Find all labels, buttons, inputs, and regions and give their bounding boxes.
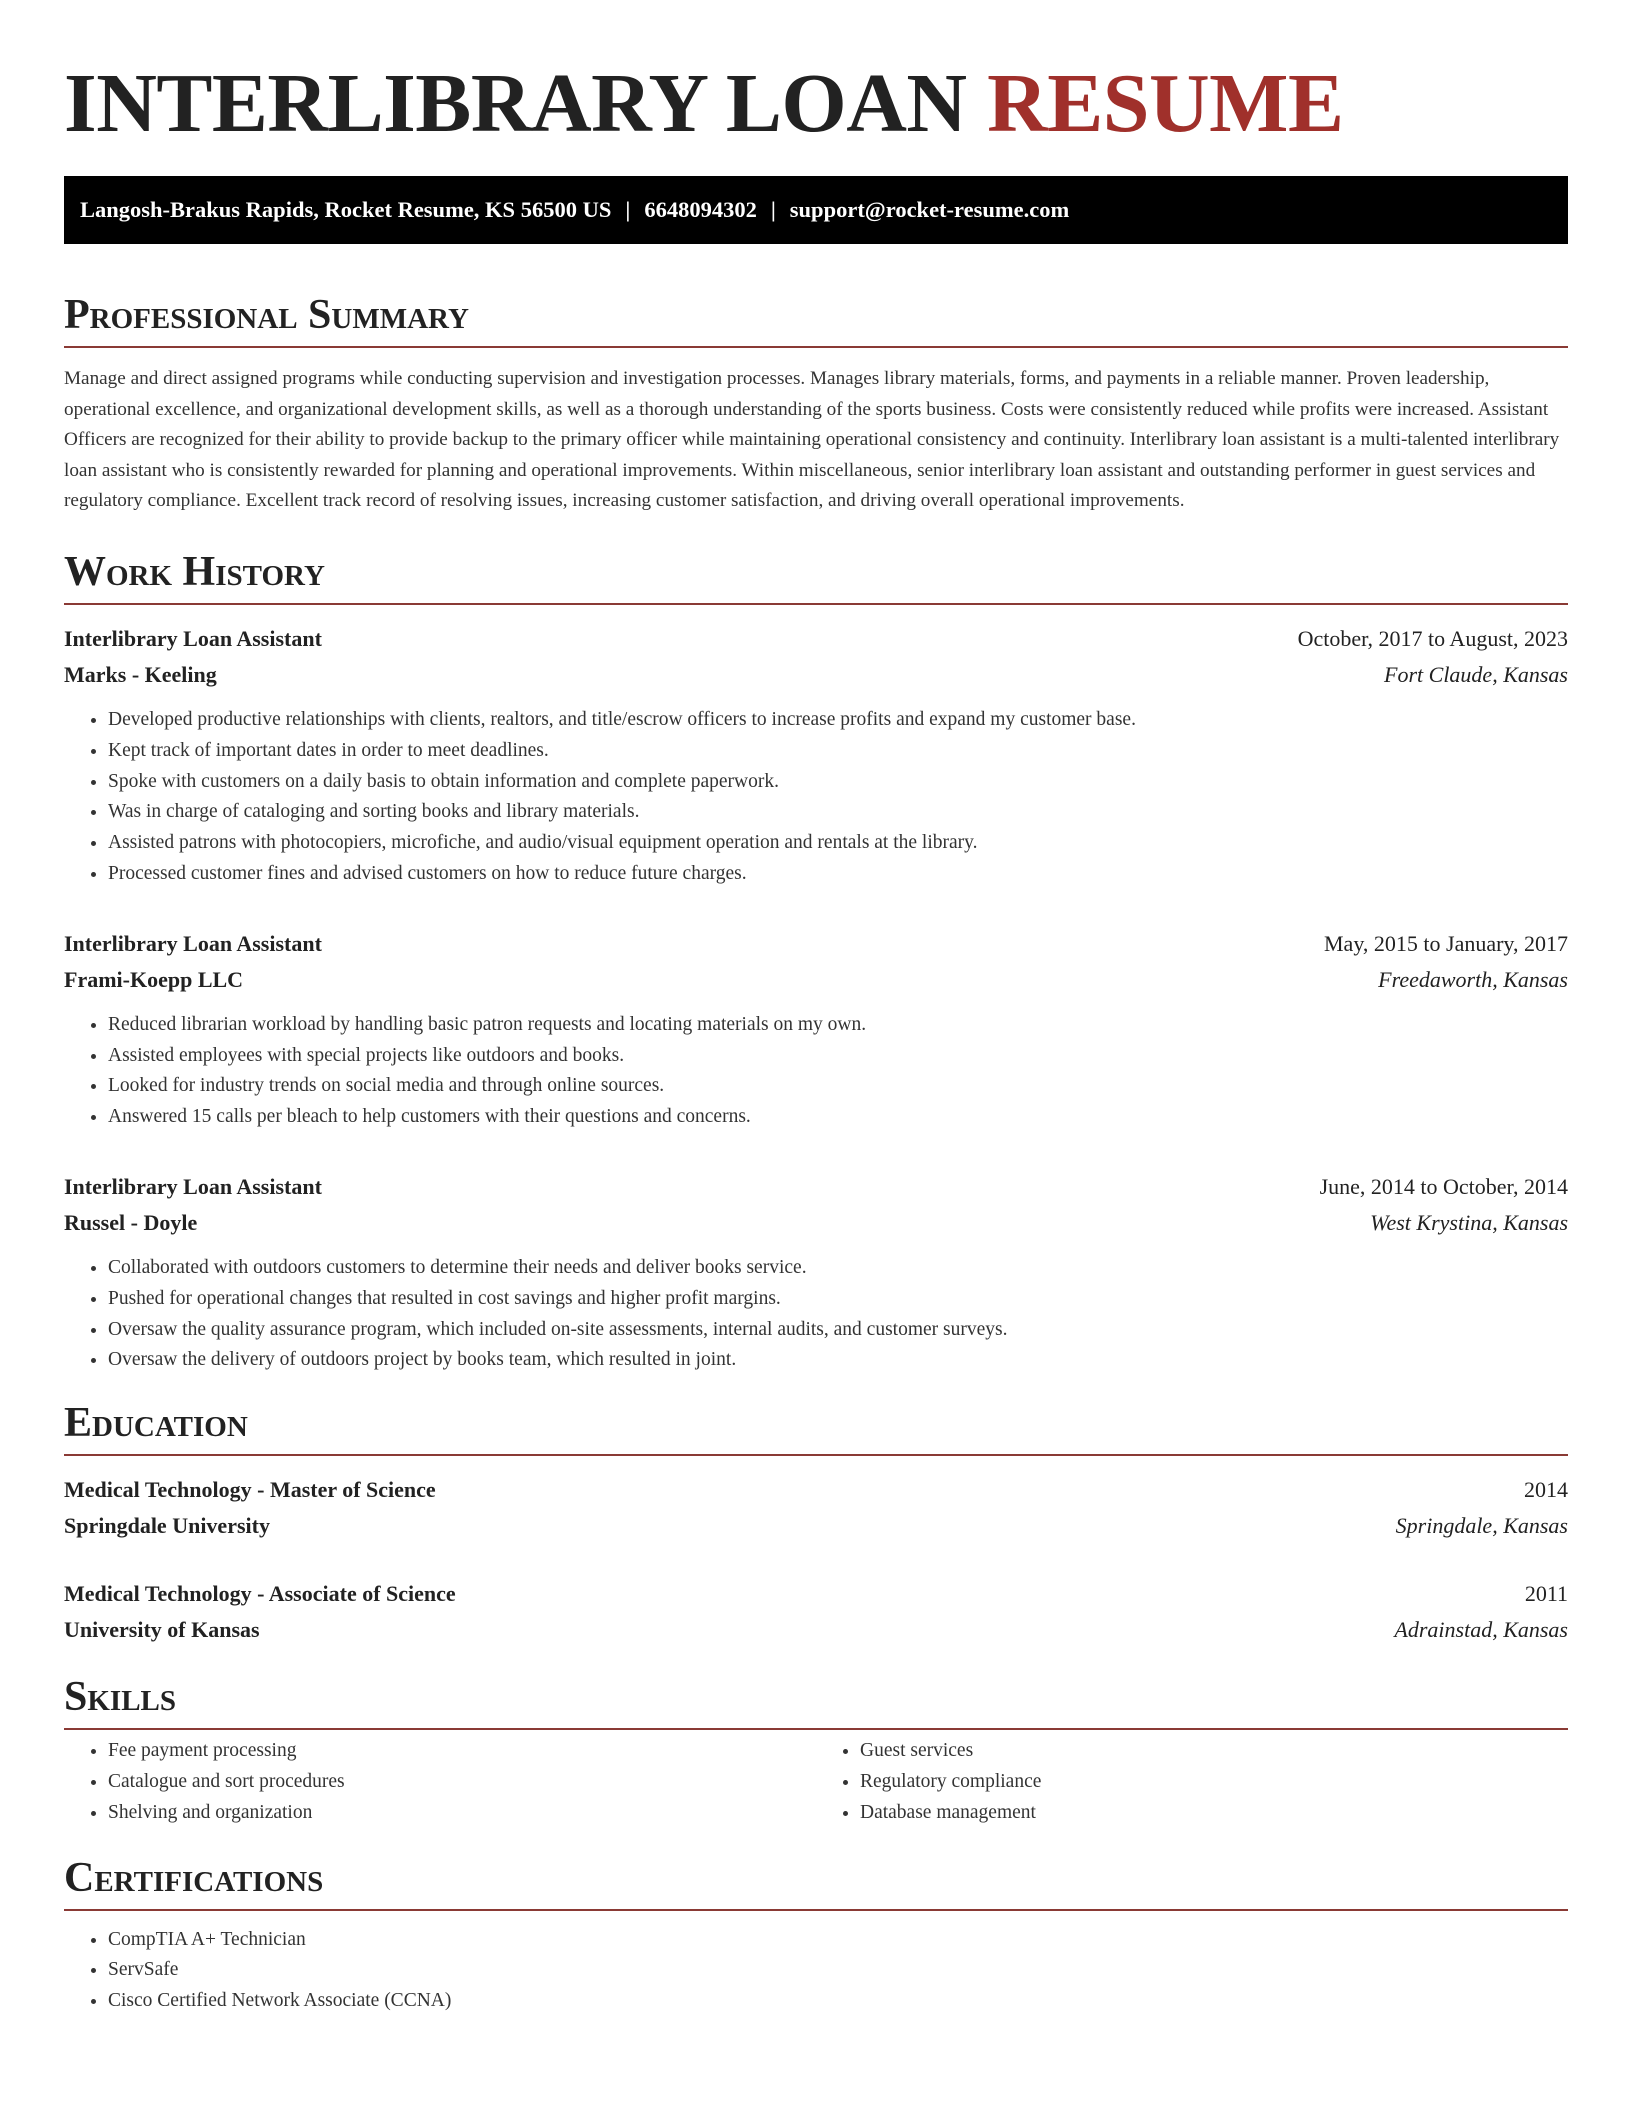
job-dates: October, 2017 to August, 2023 <box>1297 625 1568 651</box>
certification-item: • Cisco Certified Network Associate (CCNA) <box>108 1986 1568 2017</box>
education-heading: Education <box>64 1396 1568 1456</box>
skill-item: • Guest services <box>860 1736 1568 1767</box>
skill-item: • Database management <box>860 1798 1568 1829</box>
job-bullet: • Reduced librarian workload by handling basic patron requests and locating materials on my own. <box>108 1010 1568 1041</box>
job-company: Frami-Koepp LLC <box>64 966 244 992</box>
resume-title <box>64 54 1568 154</box>
contact-email: support@rocket-resume.com <box>789 197 1070 222</box>
education-location: Adrainstad, Kansas <box>1394 1617 1568 1643</box>
job-company-row <box>64 962 1568 998</box>
job-company: Russel - Doyle <box>64 1209 198 1235</box>
work-history-heading: Work History <box>64 545 1568 605</box>
contact-separator: | <box>770 197 776 222</box>
job-title-row <box>64 1169 1568 1205</box>
job-bullet: • Oversaw the quality assurance program, which included on-site assessments, internal audits, and customer surveys. <box>108 1315 1568 1346</box>
job-title-row <box>64 926 1568 962</box>
education-degree-row <box>64 1472 1568 1508</box>
title-main: INTERLIBRARY LOAN <box>64 57 967 150</box>
education-degree: Medical Technology - Master of Science <box>64 1477 436 1503</box>
skill-item: • Shelving and organization <box>108 1798 816 1829</box>
education-year: 2014 <box>1524 1477 1568 1503</box>
education-school: Springdale University <box>64 1513 270 1539</box>
job-bullet: • Spoke with customers on a daily basis to obtain information and complete paperwork. <box>108 767 1568 798</box>
job-dates: June, 2014 to October, 2014 <box>1319 1173 1568 1199</box>
certification-item: • ServSafe <box>108 1955 1568 1986</box>
summary-text: Manage and direct assigned programs while conducting supervision and investigation processes. Manages library materials, forms, and payments in a reliable manner. Proven leadership, operational excellence, and organizational development skills, as well as a thorough understanding of the sports business. Costs were consistently reduced while profits were increased. Assistant Officers are recognized for their ability to provide backup to the primary officer while maintaining operational consistency and continuity. Interlibrary loan assistant is a multi-talented interlibrary loan assistant who is consistently rewarded for planning and operational improvements. Within miscellaneous, senior interlibrary loan assistant and outstanding performer in guest services and regulatory compliance. Excellent track record of resolving issues, increasing customer satisfaction, and driving overall operational improvements. <box>64 368 1560 512</box>
job-bullets <box>64 1010 1568 1133</box>
job-company-row <box>64 657 1568 693</box>
job-bullet: • Kept track of important dates in order to meet deadlines. <box>108 736 1568 767</box>
education-location: Springdale, Kansas <box>1395 1513 1568 1539</box>
education-school-row <box>64 1612 1568 1648</box>
summary-heading: Professional Summary <box>64 288 1568 348</box>
job-bullet: • Assisted employees with special projects like outdoors and books. <box>108 1041 1568 1072</box>
education-degree-row <box>64 1576 1568 1612</box>
job-bullet: • Developed productive relationships with clients, realtors, and title/escrow officers to increase profits and expand my customer base. <box>108 705 1568 736</box>
education-school: University of Kansas <box>64 1617 260 1643</box>
skill-item: • Regulatory compliance <box>860 1767 1568 1798</box>
job-bullet: • Was in charge of cataloging and sorting books and library materials. <box>108 797 1568 828</box>
skill-item: • Catalogue and sort procedures <box>108 1767 816 1798</box>
skill-item: • Fee payment processing <box>108 1736 816 1767</box>
contact-bar <box>64 176 1568 244</box>
job-location: Freedaworth, Kansas <box>1378 966 1568 992</box>
contact-address: Langosh-Brakus Rapids, Rocket Resume, KS 56500 US <box>80 197 612 222</box>
education-school-row <box>64 1508 1568 1544</box>
job-title: Interlibrary Loan Assistant <box>64 930 322 956</box>
job-location: Fort Claude, Kansas <box>1384 661 1568 687</box>
job-location: West Krystina, Kansas <box>1370 1209 1568 1235</box>
contact-separator: | <box>625 197 631 222</box>
job-bullets <box>64 1253 1568 1376</box>
job-bullets <box>64 705 1568 890</box>
job-bullet: • Answered 15 calls per bleach to help customers with their questions and concerns. <box>108 1102 1568 1133</box>
resume-content <box>64 54 1568 2017</box>
skills-list-right <box>816 1736 1568 1828</box>
skills-heading: Skills <box>64 1670 1568 1730</box>
title-accent: RESUME <box>987 57 1344 150</box>
job-bullet: • Oversaw the delivery of outdoors project by books team, which resulted in joint. <box>108 1345 1568 1376</box>
certification-item: • CompTIA A+ Technician <box>108 1925 1568 1956</box>
job-dates: May, 2015 to January, 2017 <box>1324 930 1568 956</box>
job-entry <box>64 1169 1568 1376</box>
skills-list-left <box>64 1736 816 1828</box>
contact-phone: 6648094302 <box>644 197 757 222</box>
education-entry <box>64 1472 1568 1544</box>
job-bullet: • Processed customer fines and advised customers on how to reduce future charges. <box>108 859 1568 890</box>
certifications-list <box>64 1925 1568 2017</box>
education-degree: Medical Technology - Associate of Science <box>64 1581 456 1607</box>
education-entry <box>64 1576 1568 1648</box>
job-company-row <box>64 1205 1568 1241</box>
job-entry <box>64 621 1568 890</box>
education-year: 2011 <box>1524 1581 1568 1607</box>
certifications-heading: Certifications <box>64 1851 1568 1911</box>
job-title: Interlibrary Loan Assistant <box>64 625 322 651</box>
job-bullet: • Assisted patrons with photocopiers, microfiche, and audio/visual equipment operation and rentals at the library. <box>108 828 1568 859</box>
job-company: Marks - Keeling <box>64 661 217 687</box>
job-title-row <box>64 621 1568 657</box>
job-bullet: • Looked for industry trends on social media and through online sources. <box>108 1071 1568 1102</box>
job-entry <box>64 926 1568 1133</box>
job-title: Interlibrary Loan Assistant <box>64 1173 322 1199</box>
job-bullet: • Pushed for operational changes that resulted in cost savings and higher profit margins. <box>108 1284 1568 1315</box>
skills-columns <box>64 1736 1568 1828</box>
job-bullet: • Collaborated with outdoors customers to determine their needs and deliver books service. <box>108 1253 1568 1284</box>
